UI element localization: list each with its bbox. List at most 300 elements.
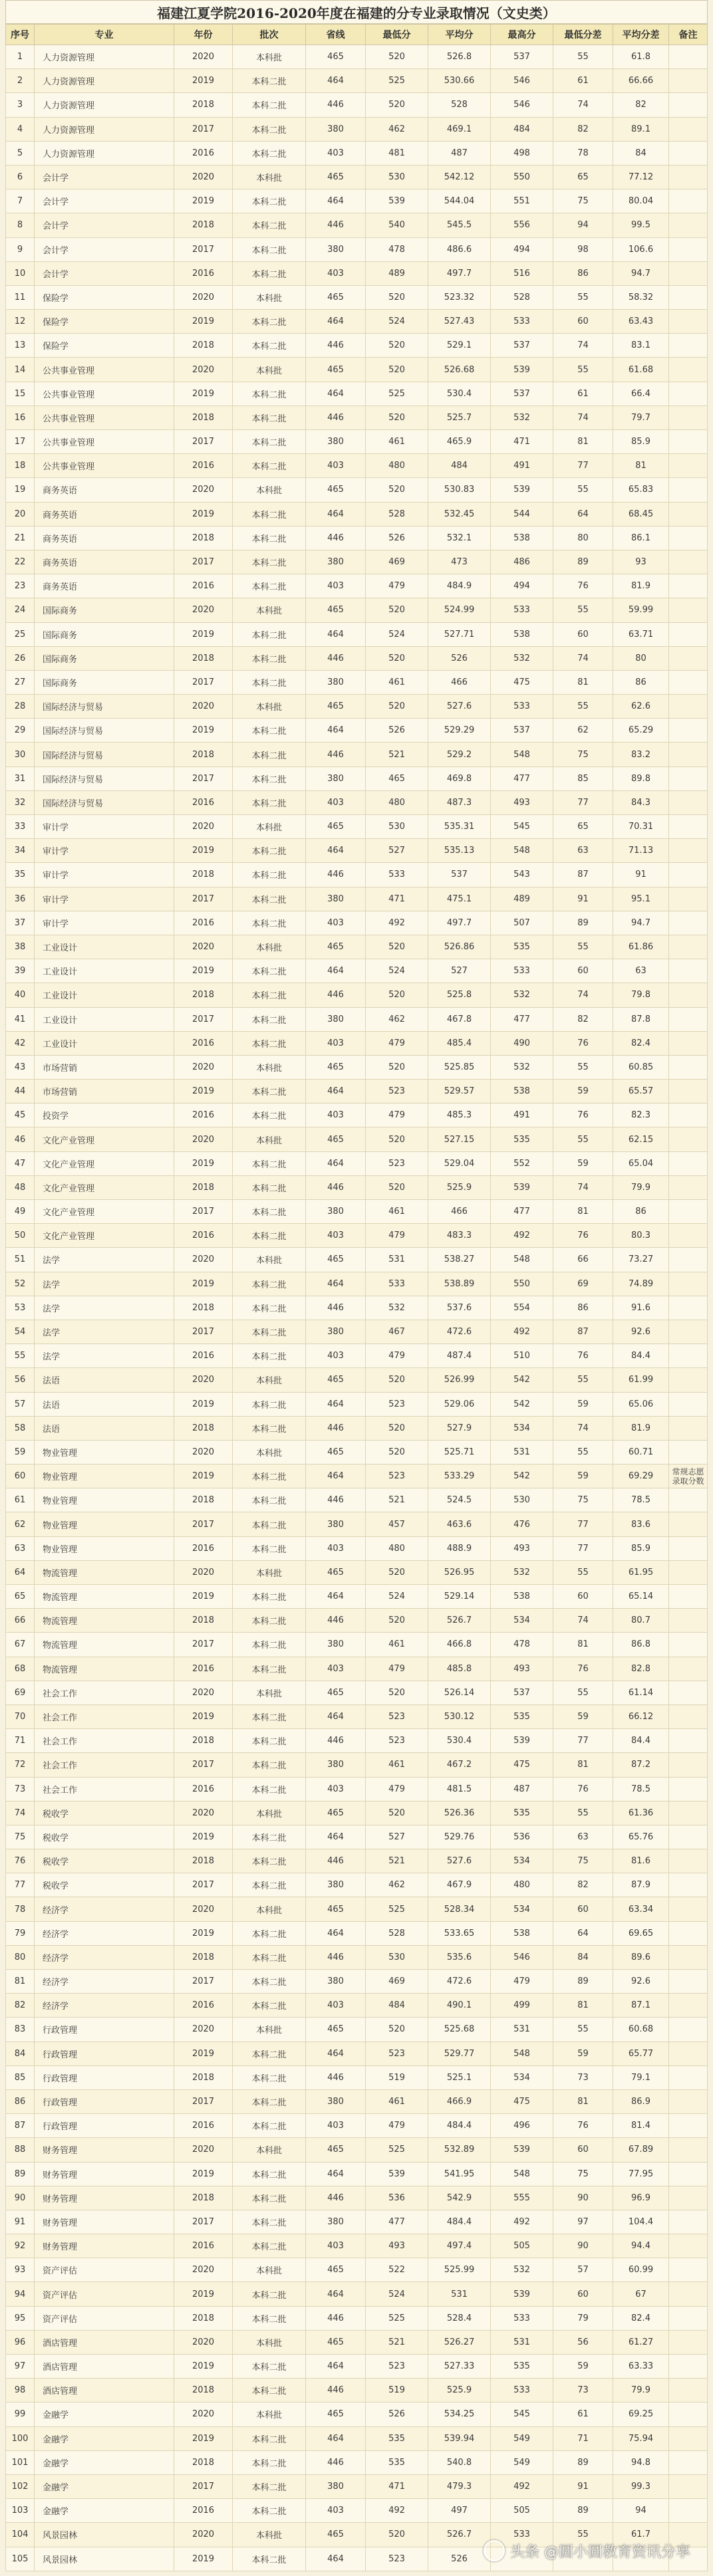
col-index-cell: 11	[5, 286, 35, 310]
col-batch-cell: 本科二批	[233, 1778, 306, 1802]
col-year-cell: 2019	[174, 1585, 233, 1609]
col-year-cell: 2018	[174, 1296, 233, 1320]
col-min-diff-cell: 62	[553, 719, 613, 743]
col-avg-score-cell: 472.6	[428, 1970, 491, 1994]
col-year-cell: 2017	[174, 1320, 233, 1344]
table-row	[5, 2282, 708, 2306]
table-row	[5, 1056, 708, 1080]
col-avg-score-cell: 466	[428, 1200, 491, 1224]
col-batch-cell: 本科批	[233, 2138, 306, 2162]
col-year-cell: 2017	[174, 1970, 233, 1994]
col-notes-cell	[669, 1104, 708, 1127]
col-index-cell: 70	[5, 1705, 35, 1729]
col-avg-score-cell: 528.34	[428, 1897, 491, 1921]
col-notes-cell	[669, 93, 708, 117]
col-year-cell: 2018	[174, 406, 233, 430]
col-min-score-cell: 471	[366, 887, 428, 911]
col-year-cell: 2017	[174, 1873, 233, 1897]
col-notes-cell	[669, 1393, 708, 1417]
col-notes-cell	[669, 2090, 708, 2114]
col-min-score-cell: 523	[366, 1729, 428, 1753]
col-min-score-cell: 523	[366, 2042, 428, 2066]
col-batch-cell: 本科二批	[233, 1970, 306, 1994]
col-index-cell: 49	[5, 1200, 35, 1224]
col-max-score-cell: 534	[491, 1849, 553, 1873]
col-batch-cell: 本科二批	[233, 1994, 306, 2018]
col-major-cell: 国际商务	[35, 671, 174, 695]
col-batch-cell: 本科二批	[233, 1176, 306, 1200]
table-row	[5, 2499, 708, 2523]
col-min-diff-cell: 60	[553, 2138, 613, 2162]
col-max-score-cell: 537	[491, 719, 553, 743]
col-index-cell: 37	[5, 911, 35, 935]
col-major-cell: 社会工作	[35, 1753, 174, 1777]
col-provincial-line-cell: 403	[306, 574, 366, 598]
col-index-cell: 65	[5, 1585, 35, 1609]
col-batch-cell: 本科二批	[233, 671, 306, 695]
col-batch-cell: 本科二批	[233, 2066, 306, 2090]
col-avg-score-cell: 526.14	[428, 1681, 491, 1705]
col-index-cell: 74	[5, 1802, 35, 1825]
col-provincial-line-cell: 403	[306, 1778, 366, 1802]
col-max-score-cell: 476	[491, 1512, 553, 1536]
col-avg-diff-cell: 65.06	[613, 1393, 669, 1417]
col-notes-cell	[669, 1585, 708, 1609]
table-row	[5, 550, 708, 574]
col-min-score-cell: 521	[366, 1849, 428, 1873]
table-row	[5, 598, 708, 622]
col-year-cell: 2017	[174, 1512, 233, 1536]
table-row	[5, 2163, 708, 2186]
table-row	[5, 1994, 708, 2018]
col-min-score-cell: 484	[366, 1994, 428, 2018]
col-index-cell: 94	[5, 2282, 35, 2306]
col-index-cell: 67	[5, 1633, 35, 1657]
col-provincial-line-cell: 464	[306, 1393, 366, 1417]
col-provincial-line-cell: 465	[306, 358, 366, 382]
col-batch-cell: 本科二批	[233, 1633, 306, 1657]
col-avg-score-cell: 529.06	[428, 1393, 491, 1417]
col-avg-score-cell: 534.25	[428, 2402, 491, 2426]
col-year-cell: 2019	[174, 2042, 233, 2066]
col-max-score-cell: 548	[491, 2163, 553, 2186]
col-index-cell: 61	[5, 1488, 35, 1512]
col-batch-cell: 本科批	[233, 2258, 306, 2282]
col-major-cell: 法学	[35, 1320, 174, 1344]
col-max-score-cell: 554	[491, 1296, 553, 1320]
col-major-cell: 文化产业管理	[35, 1152, 174, 1176]
col-max-score-cell: 556	[491, 213, 553, 237]
col-max-score-cell: 489	[491, 887, 553, 911]
col-max-score-cell: 543	[491, 863, 553, 887]
col-index-cell: 22	[5, 550, 35, 574]
col-avg-diff-cell: 67.89	[613, 2138, 669, 2162]
col-avg-score-cell: 527.71	[428, 623, 491, 647]
col-index-cell: 64	[5, 1561, 35, 1585]
col-min-diff-cell: 76	[553, 1778, 613, 1802]
col-min-score-cell: 530	[366, 815, 428, 839]
col-index-cell: 78	[5, 1897, 35, 1921]
col-max-score-cell: 477	[491, 767, 553, 791]
col-min-diff-cell: 55	[553, 286, 613, 310]
table-row	[5, 1417, 708, 1441]
col-avg-diff-cell: 81.9	[613, 574, 669, 598]
col-avg-score-cell: 527.9	[428, 1417, 491, 1441]
col-avg-score-cell: 531	[428, 2282, 491, 2306]
col-major-cell: 工业设计	[35, 1032, 174, 1056]
col-min-score-cell: 531	[366, 1248, 428, 1272]
col-notes-cell	[669, 69, 708, 93]
col-provincial-line-cell: 446	[306, 1296, 366, 1320]
col-min-diff-cell: 55	[553, 1127, 613, 1151]
col-min-diff-cell: 63	[553, 1825, 613, 1849]
col-batch-cell: 本科批	[233, 2018, 306, 2042]
col-notes-cell	[669, 839, 708, 863]
col-min-diff-cell: 55	[553, 1368, 613, 1392]
col-min-diff-cell: 59	[553, 1464, 613, 1488]
col-avg-diff-cell: 61.86	[613, 935, 669, 959]
col-avg-diff-cell: 63.71	[613, 623, 669, 647]
col-avg-diff-cell: 83.2	[613, 743, 669, 766]
col-min-diff-cell: 66	[553, 1248, 613, 1272]
col-year-cell: 2016	[174, 1537, 233, 1561]
col-batch-cell: 本科二批	[233, 334, 306, 358]
col-avg-diff-cell: 61.95	[613, 1561, 669, 1585]
col-index-cell: 88	[5, 2138, 35, 2162]
col-min-diff-cell: 76	[553, 1224, 613, 1248]
col-batch-cell: 本科二批	[233, 959, 306, 983]
col-provincial-line-cell: 464	[306, 839, 366, 863]
col-major-cell: 国际商务	[35, 598, 174, 622]
col-notes-cell	[669, 1008, 708, 1032]
col-avg-diff-cell: 66.4	[613, 382, 669, 406]
col-year-cell: 2017	[174, 2475, 233, 2499]
table-row	[5, 1778, 708, 1802]
col-avg-diff-cell: 70.31	[613, 815, 669, 839]
table-row	[5, 1897, 708, 1921]
col-min-diff-cell: 76	[553, 1344, 613, 1368]
col-min-score-cell: 469	[366, 550, 428, 574]
col-major-cell: 法学	[35, 1272, 174, 1296]
col-year-cell: 2019	[174, 2427, 233, 2451]
col-min-score-cell: 527	[366, 1825, 428, 1849]
col-provincial-line-cell: 464	[306, 1464, 366, 1488]
col-avg-diff-cell: 65.04	[613, 1152, 669, 1176]
col-year-cell: 2017	[174, 2090, 233, 2114]
col-year-cell: 2018	[174, 2451, 233, 2475]
col-year-cell: 2019	[174, 2547, 233, 2571]
col-year-cell: 2016	[174, 1224, 233, 1248]
col-batch-cell: 本科二批	[233, 69, 306, 93]
col-major-cell: 国际经济与贸易	[35, 743, 174, 766]
col-index-cell: 44	[5, 1080, 35, 1104]
table-row	[5, 1032, 708, 1056]
col-avg-diff-cell: 71.13	[613, 839, 669, 863]
table-row	[5, 1344, 708, 1368]
col-max-score-cell: 552	[491, 1152, 553, 1176]
col-avg-score-cell: 527	[428, 959, 491, 983]
col-major-cell: 经济学	[35, 1970, 174, 1994]
col-index-cell: 66	[5, 1609, 35, 1633]
col-notes-cell	[669, 863, 708, 887]
col-min-score-cell: 492	[366, 2499, 428, 2523]
col-index-cell: 100	[5, 2427, 35, 2451]
col-year-cell: 2016	[174, 1994, 233, 2018]
col-year-cell: 2017	[174, 1633, 233, 1657]
col-min-diff-cell: 89	[553, 550, 613, 574]
col-avg-diff-cell: 80.3	[613, 1224, 669, 1248]
col-provincial-line-cell: 446	[306, 983, 366, 1007]
col-year-cell: 2019	[174, 69, 233, 93]
col-avg-score-cell: 529.57	[428, 1080, 491, 1104]
col-max-score-cell: 548	[491, 743, 553, 766]
col-min-score-cell: 520	[366, 647, 428, 671]
col-index-cell: 63	[5, 1537, 35, 1561]
col-major-cell: 人力资源管理	[35, 142, 174, 166]
col-provincial-line-cell: 464	[306, 69, 366, 93]
col-avg-diff-cell: 83.1	[613, 334, 669, 358]
col-index-cell: 83	[5, 2018, 35, 2042]
col-index-cell: 41	[5, 1008, 35, 1032]
table-row	[5, 2427, 708, 2451]
col-major-cell: 国际经济与贸易	[35, 791, 174, 815]
col-max-score-cell: 537	[491, 334, 553, 358]
col-avg-diff-cell: 91.6	[613, 1296, 669, 1320]
col-index-cell: 47	[5, 1152, 35, 1176]
col-provincial-line-cell: 464	[306, 503, 366, 527]
col-provincial-line-cell: 465	[306, 1561, 366, 1585]
col-avg-diff-cell: 61.27	[613, 2331, 669, 2355]
col-provincial-line-cell: 380	[306, 887, 366, 911]
col-max-score-cell: 498	[491, 142, 553, 166]
col-major-cell: 公共事业管理	[35, 406, 174, 430]
col-batch-cell: 本科二批	[233, 647, 306, 671]
col-index-cell: 103	[5, 2499, 35, 2523]
col-min-score-cell: 462	[366, 1008, 428, 1032]
col-avg-score-cell: 526.36	[428, 1802, 491, 1825]
table-row	[5, 382, 708, 406]
table-row	[5, 1705, 708, 1729]
col-notes-cell	[669, 791, 708, 815]
col-max-score-cell: 493	[491, 1657, 553, 1681]
col-max-score-cell: 544	[491, 503, 553, 527]
col-avg-diff-cell: 63.34	[613, 1897, 669, 1921]
col-avg-diff-cell: 89.1	[613, 118, 669, 142]
col-index-cell: 12	[5, 310, 35, 334]
col-notes-cell	[669, 1873, 708, 1897]
col-provincial-line-cell: 380	[306, 1008, 366, 1032]
col-min-diff-cell: 59	[553, 1393, 613, 1417]
col-min-score-cell: 524	[366, 623, 428, 647]
col-notes-cell	[669, 1488, 708, 1512]
col-provincial-line-cell: 465	[306, 286, 366, 310]
table-row	[5, 935, 708, 959]
col-avg-score-cell: 530.83	[428, 478, 491, 502]
col-batch-cell: 本科二批	[233, 1753, 306, 1777]
col-min-diff-cell: 81	[553, 1994, 613, 2018]
col-year-cell: 2019	[174, 719, 233, 743]
col-min-score-cell: 520	[366, 1368, 428, 1392]
col-min-score-cell: 479	[366, 1344, 428, 1368]
col-year-cell: 2019	[174, 503, 233, 527]
col-batch-cell: 本科二批	[233, 238, 306, 262]
col-max-score-cell: 492	[491, 2475, 553, 2499]
col-min-score-cell: 528	[366, 503, 428, 527]
col-provincial-line-cell: 464	[306, 2163, 366, 2186]
col-avg-score-cell: 535.13	[428, 839, 491, 863]
col-provincial-line-cell: 446	[306, 1946, 366, 1970]
table-row	[5, 2090, 708, 2114]
col-index-cell: 99	[5, 2402, 35, 2426]
col-batch-cell: 本科二批	[233, 310, 306, 334]
col-max-score-cell: 535	[491, 1705, 553, 1729]
col-avg-diff-cell: 84.3	[613, 791, 669, 815]
col-provincial-line-cell: 464	[306, 1922, 366, 1946]
col-max-score-cell: 537	[491, 382, 553, 406]
col-year-cell: 2020	[174, 598, 233, 622]
col-min-score-cell: 479	[366, 1032, 428, 1056]
col-year-cell: 2018	[174, 2379, 233, 2402]
col-max-score-cell: 533	[491, 2307, 553, 2331]
col-index-cell: 15	[5, 382, 35, 406]
col-year-cell: 2018	[174, 93, 233, 117]
col-avg-diff-cell: 79.1	[613, 2066, 669, 2090]
col-index-cell: 101	[5, 2451, 35, 2475]
col-batch-cell: 本科二批	[233, 2475, 306, 2499]
col-avg-diff-cell: 87.9	[613, 1873, 669, 1897]
table-row	[5, 1488, 708, 1512]
table-row	[5, 142, 708, 166]
col-min-score-cell: 520	[366, 1561, 428, 1585]
col-provincial-line-cell: 465	[306, 2523, 366, 2547]
col-year-cell: 2020	[174, 1127, 233, 1151]
col-year-cell: 2019	[174, 1272, 233, 1296]
table-row	[5, 1825, 708, 1849]
col-batch-cell: 本科二批	[233, 1008, 306, 1032]
col-max-score-cell: 478	[491, 1633, 553, 1657]
col-min-diff-cell: 81	[553, 1633, 613, 1657]
col-year-cell: 2016	[174, 1657, 233, 1681]
col-avg-score-cell: 526.86	[428, 935, 491, 959]
col-year-cell: 2018	[174, 2066, 233, 2090]
col-index-cell: 9	[5, 238, 35, 262]
col-index-cell: 24	[5, 598, 35, 622]
col-avg-diff-cell: 82.3	[613, 1104, 669, 1127]
col-avg-diff-cell: 86.8	[613, 1633, 669, 1657]
col-min-diff-cell: 77	[553, 1729, 613, 1753]
col-index-cell: 62	[5, 1512, 35, 1536]
col-avg-diff-cell: 94.7	[613, 911, 669, 935]
col-avg-diff-cell: 82.4	[613, 1032, 669, 1056]
col-year-cell: 2020	[174, 1368, 233, 1392]
col-max-score-cell: 507	[491, 911, 553, 935]
col-avg-diff-cell: 60.71	[613, 1441, 669, 1464]
col-avg-diff-cell: 81.9	[613, 1417, 669, 1441]
col-avg-diff-cell: 83.6	[613, 1512, 669, 1536]
col-notes-cell	[669, 310, 708, 334]
col-avg-diff-cell: 60.85	[613, 1056, 669, 1080]
col-batch-cell: 本科二批	[233, 2307, 306, 2331]
col-avg-diff-cell: 65.83	[613, 478, 669, 502]
col-year-cell: 2019	[174, 2282, 233, 2306]
col-min-score-cell: 520	[366, 1176, 428, 1200]
col-notes-cell	[669, 1320, 708, 1344]
table-row	[5, 623, 708, 647]
col-avg-diff-cell: 84.4	[613, 1729, 669, 1753]
watermark-text: 头条 @圆小圆教育资讯分享	[510, 2543, 690, 2561]
col-year-cell: 2016	[174, 1344, 233, 1368]
col-index-cell: 13	[5, 334, 35, 358]
col-min-diff-cell: 63	[553, 839, 613, 863]
col-year-cell: 2020	[174, 935, 233, 959]
col-avg-score-cell: 497	[428, 2499, 491, 2523]
col-provincial-line-cell: 403	[306, 454, 366, 478]
col-major-cell: 国际经济与贸易	[35, 719, 174, 743]
col-index-cell: 102	[5, 2475, 35, 2499]
col-avg-diff-cell: 84.4	[613, 1344, 669, 1368]
col-min-diff-cell: 59	[553, 2042, 613, 2066]
col-min-score-cell: 461	[366, 1753, 428, 1777]
col-year-cell: 2019	[174, 623, 233, 647]
col-batch-cell: 本科批	[233, 1561, 306, 1585]
col-major-cell: 会计学	[35, 262, 174, 286]
col-min-score-cell: 523	[366, 1464, 428, 1488]
col-year-cell: 2019	[174, 1080, 233, 1104]
col-max-score-cell: 477	[491, 1200, 553, 1224]
col-min-score-cell: 525	[366, 2307, 428, 2331]
table-row	[5, 983, 708, 1007]
table-row	[5, 2114, 708, 2138]
col-batch-cell: 本科批	[233, 286, 306, 310]
col-notes-cell	[669, 1778, 708, 1802]
col-index-cell: 59	[5, 1441, 35, 1464]
col-max-score-cell: 545	[491, 2402, 553, 2426]
col-index-cell: 90	[5, 2186, 35, 2210]
col-index-cell: 81	[5, 1970, 35, 1994]
col-year-cell: 2019	[174, 1705, 233, 1729]
col-avg-score-cell: 524.99	[428, 598, 491, 622]
col-provincial-line-cell: 465	[306, 2018, 366, 2042]
col-batch-cell: 本科二批	[233, 2090, 306, 2114]
col-major-cell: 人力资源管理	[35, 45, 174, 69]
table-row	[5, 1464, 708, 1488]
col-year-cell: 2018	[174, 1417, 233, 1441]
col-major-cell: 资产评估	[35, 2307, 174, 2331]
table-row	[5, 1729, 708, 1753]
col-min-score-cell: 525	[366, 2138, 428, 2162]
col-major-cell: 审计学	[35, 911, 174, 935]
col-major-cell: 市场营销	[35, 1080, 174, 1104]
col-year-cell: 2019	[174, 1152, 233, 1176]
col-year-cell: 2020	[174, 1897, 233, 1921]
col-batch-cell: 本科二批	[233, 189, 306, 213]
col-avg-score-cell: 532.1	[428, 527, 491, 550]
col-batch-cell: 本科二批	[233, 623, 306, 647]
col-major-cell: 国际经济与贸易	[35, 695, 174, 719]
table-row	[5, 767, 708, 791]
col-min-score-cell: 535	[366, 2427, 428, 2451]
col-max-score-cell: 546	[491, 69, 553, 93]
col-provincial-line-cell: 465	[306, 478, 366, 502]
col-avg-score-cell: 484.4	[428, 2114, 491, 2138]
col-min-diff-cell: 60	[553, 623, 613, 647]
col-avg-score-cell: 526.27	[428, 2331, 491, 2355]
table-row	[5, 1104, 708, 1127]
col-avg-score-cell: 467.2	[428, 1753, 491, 1777]
col-max-score-cell: 492	[491, 1320, 553, 1344]
col-max-score-cell: 534	[491, 1609, 553, 1633]
col-avg-diff-cell: 95.1	[613, 887, 669, 911]
